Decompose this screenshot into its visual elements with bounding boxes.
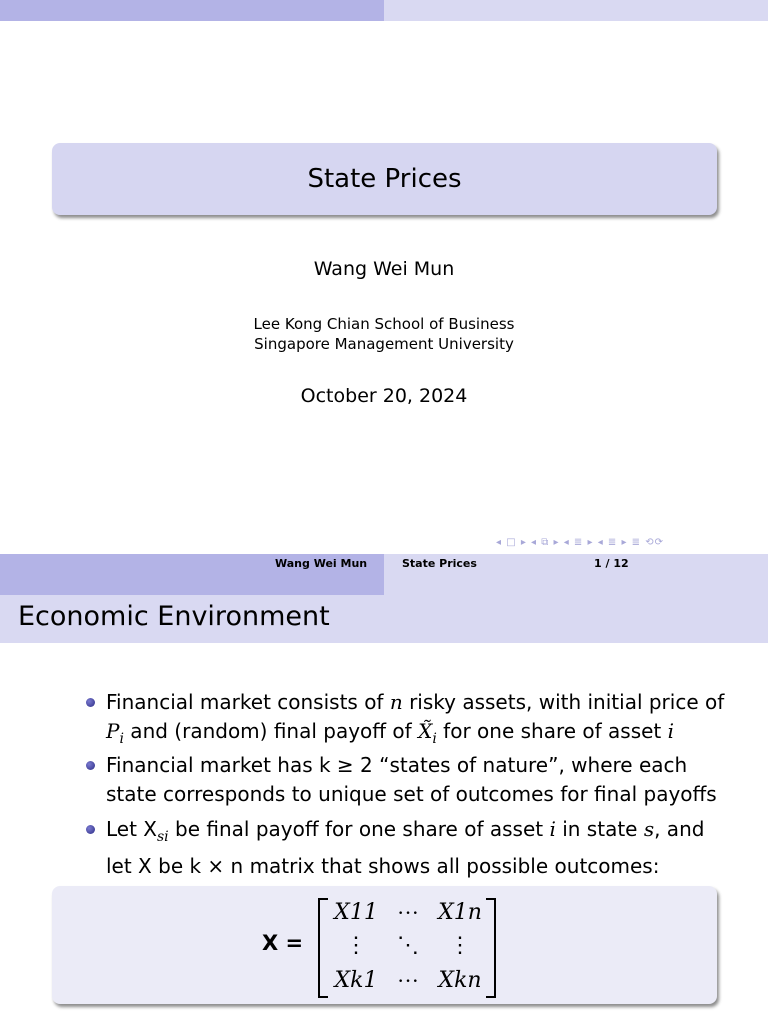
matrix-cell: Xkn bbox=[438, 968, 482, 993]
bullet-item: Let $X_{si}$ be final payoff for one share of asset i in state s, and let X be k × n matrix that shows all possible outcomes: bbox=[106, 815, 726, 881]
footer-page: 1 / 12 bbox=[594, 557, 629, 570]
bullet-dot-icon bbox=[86, 698, 95, 707]
matrix-equation bbox=[0, 886, 768, 1004]
matrix-cell: ⋮ bbox=[345, 932, 367, 957]
header-bar-left bbox=[0, 0, 384, 21]
header-bar-right bbox=[384, 0, 768, 21]
matrix-cell: Xk1 bbox=[334, 968, 378, 993]
matrix-cell: X1n bbox=[438, 900, 482, 925]
author: Wang Wei Mun bbox=[313, 258, 455, 280]
navigation-icons[interactable]: ◂ □ ▸ ◂ ⧉ ▸ ◂ ≣ ▸ ◂ ≣ ▸ ≣ ⟲⟳ bbox=[496, 537, 664, 548]
matrix-cell: ··· bbox=[397, 968, 419, 993]
bullet-dot-icon bbox=[86, 825, 95, 834]
frame-title: Economic Environment bbox=[18, 601, 330, 632]
slide-title: State Prices bbox=[307, 164, 462, 194]
bullet-dot-icon bbox=[86, 761, 95, 770]
matrix-lhs: X = bbox=[262, 931, 304, 955]
bullet-item: Financial market consists of n risky assets, with initial price of $P_i$ and (random) final payoff of $X̃_i$ for one share of asset i bbox=[106, 688, 726, 754]
slide-title-box bbox=[52, 143, 717, 215]
footer-author: Wang Wei Mun bbox=[275, 557, 368, 570]
institute-line-2: Singapore Management University bbox=[254, 335, 514, 353]
matrix-cell: ⋮ bbox=[449, 932, 471, 957]
date: October 20, 2024 bbox=[300, 385, 468, 407]
matrix-cell: ··· bbox=[397, 900, 419, 925]
matrix-cell: ⋱ bbox=[397, 932, 419, 957]
matrix-cell: X11 bbox=[334, 900, 378, 925]
footer-title: State Prices bbox=[402, 557, 477, 570]
bullet-item: Financial market has k ≥ 2 “states of nature”, where each state corresponds to unique set of outcomes for final payoffs bbox=[106, 751, 726, 809]
institute-line-1: Lee Kong Chian School of Business bbox=[253, 315, 515, 333]
